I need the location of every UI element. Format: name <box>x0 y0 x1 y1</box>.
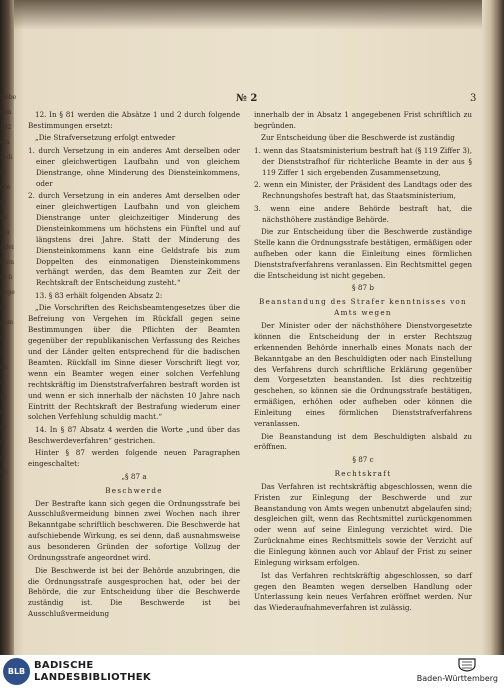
margin-fragment: n <box>0 439 4 446</box>
right-text-column <box>254 110 472 616</box>
text-paragraph: Der Bestrafte kann sich gegen die Ordnungsstrafe bei Ausschlußvermeidung binnen zwei Wochen nach ihrer Bekanntgabe schriftlich beschweren. Die Beschwerde hat aufschiebende Wirkung, es sei denn, daß ausnahmsweise aus besonderen Gründen der sofortige Vollzug der Ordnungsstrafe angeordnet wird. <box>28 498 240 563</box>
margin-fragment: m <box>0 199 6 206</box>
page-number: 3 <box>470 93 477 104</box>
margin-fragment: el <box>0 304 6 311</box>
margin-fragment: d <box>0 454 4 461</box>
margin-fragment: gem <box>0 319 14 326</box>
margin-fragment: (Bo <box>0 184 11 191</box>
text-paragraph: Die Beschwerde ist bei der Behörde anzubringen, die die Ordnungsstrafe ausgesprochen hat, oder bei der Behörde, die zur Entscheidung über die Beschwerde zuständig ist. Die Beschwerde ist bei Ausschlußvermeidung <box>28 565 240 619</box>
margin-fragment: n <box>0 334 4 341</box>
issue-number-mark: № 2 <box>236 93 258 104</box>
library-name-line-2: LANDESBIBLIOTHEK <box>34 672 151 683</box>
text-paragraph: innerhalb der in Absatz 1 angegebenen Frist schriftlich zu begründen. <box>254 110 472 130</box>
text-paragraph: 13. § 83 erhält folgenden Absatz 2: <box>35 290 163 300</box>
text-paragraph: 3. wenn eine andere Behörde bestraft hat, die nächsthöhere zuständige Behörde. <box>254 203 472 224</box>
text-paragraph: 1. durch Versetzung in ein anderes Amt derselben oder einer gleichwertigen Laufbahn und von gleichem Dienstrange, ohne Minderung des Diensteinkommens, oder <box>28 145 240 188</box>
text-paragraph: Zur Entscheidung über die Beschwerde ist zuständig <box>261 133 455 143</box>
paragraph-number: „§ 87 a <box>121 471 147 481</box>
text-paragraph: „Die Vorschriften des Reichsbeamtengesetzes über die Befreiung von Vergehen im Rückfall gegen seine Bestimmungen über die Pflichten der Beamten gegenüber der republikanischen Verfassung des Reiches und der Länder gelten entsprechend für die badischen Beamten. Rückfall im Sinne dieser Vorschrift liegt vor, wenn ein Beamter wegen einer solchen Verfehlung rechtskräftig im Dienststrafverfahren bestraft worden ist und wenn er sich innerhalb der nächsten 10 Jahre nach Eintritt der Rechtskraft der Bestrafung wiederum einer solchen Verfehlung schuldig macht.“ <box>28 303 240 422</box>
text-paragraph: „Die Strafversetzung erfolgt entweder <box>35 133 176 143</box>
left-text-column <box>28 110 240 622</box>
state-name: Baden-Württemberg <box>416 674 498 683</box>
margin-fragment: er <box>0 424 7 431</box>
margin-fragment: re ü <box>0 274 13 281</box>
paragraph-number: § 87 b <box>352 283 374 293</box>
margin-fragment: nun <box>0 109 12 116</box>
margin-fragment: er <box>0 169 7 176</box>
margin-fragment: iften <box>0 259 14 266</box>
blb-logo[interactable]: BLB <box>3 658 30 685</box>
margin-fragment: en <box>0 364 8 371</box>
margin-fragment: Nebe <box>0 94 17 101</box>
text-paragraph: 2. wenn ein Minister, der Präsident des Landtags oder des Rechnungshofes bestraft hat, das Staatsministerium, <box>254 180 472 201</box>
text-paragraph: 2. durch Versetzung in ein anderes Amt derselben oder einer gleichwertigen Laufbahn und von gleichem Dienstrange unter gleichzeitiger Minderung des Diensteinkommens um höchstens ein Fünftel und auf längstens drei Jahre. Statt der Minderung des Diensteinkommens kann eine Geldstrafe bis zum Doppelten des einmonatigen Diensteinkommens verhängt werden, das dem Beamten zur Zeit der Rechtskraft der Entscheidung zusteht.“ <box>28 191 240 288</box>
text-paragraph: Die Beanstandung ist dem Beschuldigten alsbald zu eröffnen. <box>254 431 472 452</box>
text-paragraph: Das Verfahren ist rechtskräftig abgeschlossen, wenn die Fristen zur Einlegung der Beschwerde und zur Beanstandung von Amts wegen unbenutzt abgelaufen sind; desgleichen gilt, wenn das Rechtsmittel zurückgenommen oder wenn auf seine Einlegung verzichtet wird. Die Zurücknahme eines Rechtsmittels sowie der Verzicht auf die Einlegung können auch vor Ablauf der Frist zu seiner Einlegung wirksam erfolgen. <box>254 481 472 568</box>
margin-fragment: Er <box>0 394 8 401</box>
text-paragraph: Die zur Entscheidung über die Beschwerde zuständige Stelle kann die Ordnungsstrafe bestätigen, ermäßigen oder aufheben oder kann die Einleitung eines förmlichen Dienststrafverfahrens veranlassen. Ein Rechtsmittel gegen die Entscheidung ist nicht gegeben. <box>254 227 472 280</box>
margin-fragment: erlei <box>0 244 14 251</box>
text-paragraph: 1. wenn das Staatsministerium bestraft hat (§ 119 Ziffer 3), der Dienststrafhof für richterliche Beamte in der aus § 119 Ziffer 1 sich ergebenden Zusammensetzung, <box>254 145 472 177</box>
library-name-line-1: BADISCHE <box>34 660 94 671</box>
section-heading: Rechtskraft <box>334 468 392 478</box>
margin-fragment: 192 <box>0 124 12 131</box>
text-paragraph: 12. In § 81 werden die Absätze 1 und 2 durch folgende Bestimmungen ersetzt: <box>28 110 240 130</box>
margin-fragment: z <box>0 349 4 356</box>
margin-fragment: h <box>0 409 4 416</box>
library-footer-bar <box>0 655 504 688</box>
page-edge <box>482 0 504 655</box>
margin-fragment: ns ein <box>0 214 10 236</box>
section-heading: Beanstandung des Strafer kenntnisses von Amts wegen <box>259 297 467 317</box>
paragraph-number: § 87 c <box>352 454 374 464</box>
margin-fragment: ein <box>0 139 10 146</box>
text-paragraph: Hinter § 87 werden folgende neuen Paragraphen eingeschaltet: <box>28 448 240 469</box>
text-paragraph: Ist das Verfahren rechtskräftig abgeschlossen, so darf gegen den Beamten wegen derselben Handlung oder Unterlassung kein neues Verfahren eröffnet werden. Nur das Wiederaufnahmeverfahren ist zulässig. <box>254 570 472 613</box>
page-top-shadow <box>0 0 504 30</box>
margin-fragment: sedi <box>0 154 13 161</box>
margin-fragment: en <box>0 469 8 476</box>
margin-fragment: gege <box>0 289 15 296</box>
section-heading: Beschwerde <box>105 485 163 495</box>
text-paragraph: Der Minister oder der nächsthöhere Dienstvorgesetzte können die Entscheidung der in erster Rechtszug erkennenden Behörde innerhalb eines Monats nach der Bekanntgabe an den Beschuldigten oder nach Einstellung des Verfahrens durch schriftliche Erklärung gegenüber dem Vorgesetzten beanstanden. Ist dies rechtzeitig geschehen, so können sie die Ordnungsstrafe bestätigen, ermäßigen, erhöhen oder aufheben oder können die Einleitung eines förmlichen Dienststrafverfahrens veranlassen. <box>254 320 472 429</box>
baden-wuerttemberg-seal-icon <box>456 657 478 672</box>
text-paragraph: 14. In § 87 Absatz 4 werden die Worte „und über das Beschwerdeverfahren“ gestrichen. <box>28 424 240 445</box>
previous-page-margin-text <box>0 90 17 610</box>
margin-fragment: a <box>0 379 4 386</box>
